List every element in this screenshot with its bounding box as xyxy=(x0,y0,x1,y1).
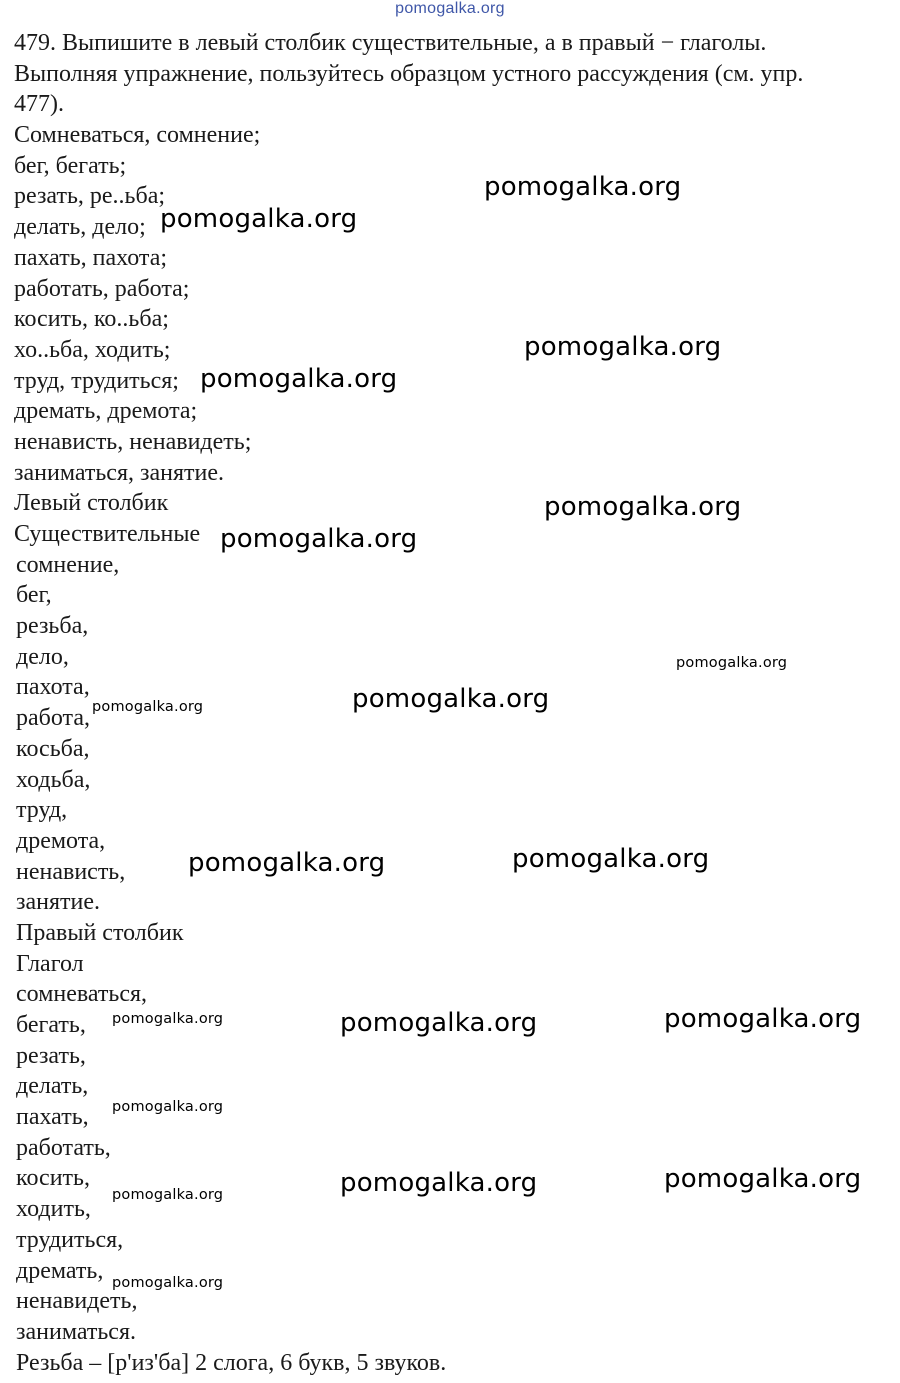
verb-item: ненавидеть, xyxy=(16,1288,138,1315)
watermark-text: pomogalka.org xyxy=(112,1011,224,1027)
word-pair: ненависть, ненавидеть; xyxy=(14,428,252,455)
watermark-text: pomogalka.org xyxy=(676,655,788,671)
word-pair: делать, дело; xyxy=(14,214,146,241)
noun-item: дремота, xyxy=(16,827,106,854)
watermark-text: pomogalka.org xyxy=(664,1004,862,1034)
word-pair: труд, трудиться; xyxy=(14,367,179,394)
watermark-text: pomogalka.org xyxy=(188,848,386,878)
watermark-text: pomogalka.org xyxy=(112,1187,224,1203)
verb-item: работать, xyxy=(16,1134,111,1161)
noun-item: бег, xyxy=(16,582,52,609)
phonetic-analysis: Резьба – [р'из'ба] 2 слога, 6 букв, 5 звуков. xyxy=(16,1349,447,1376)
noun-item: косьба, xyxy=(16,735,90,762)
watermark-text: pomogalka.org xyxy=(664,1164,862,1194)
verb-item: пахать, xyxy=(16,1104,89,1131)
word-pair: бег, бегать; xyxy=(14,152,127,179)
watermark-text: pomogalka.org xyxy=(92,699,204,715)
watermark-text: pomogalka.org xyxy=(352,684,550,714)
watermark-text: pomogalka.org xyxy=(544,492,742,522)
verb-item: сомневаться, xyxy=(16,981,148,1008)
noun-item: резьба, xyxy=(16,613,89,640)
watermark-text: pomogalka.org xyxy=(112,1099,224,1115)
verb-item: трудиться, xyxy=(16,1226,124,1253)
word-pair: дремать, дремота; xyxy=(14,398,198,425)
watermark-text: pomogalka.org xyxy=(220,524,418,554)
verb-item: делать, xyxy=(16,1073,89,1100)
word-pair: хо..ьба, ходить; xyxy=(14,336,171,363)
noun-item: пахота, xyxy=(16,674,90,701)
word-pair: резать, ре..ьба; xyxy=(14,183,166,210)
word-pair: Сомневаться, сомнение; xyxy=(14,122,261,149)
task-text-line-1: 479. Выпишите в левый столбик существительные, а в правый − глаголы. xyxy=(14,30,767,56)
word-pair: работать, работа; xyxy=(14,275,190,302)
noun-item: занятие. xyxy=(16,889,100,916)
right-column-subtitle: Глагол xyxy=(16,950,84,977)
watermark-text: pomogalka.org xyxy=(524,332,722,362)
left-column-title: Левый столбик xyxy=(14,490,169,517)
watermark-text: pomogalka.org xyxy=(484,172,682,202)
word-pair: пахать, пахота; xyxy=(14,244,168,271)
watermark-text: pomogalka.org xyxy=(512,844,710,874)
watermark-text: pomogalka.org xyxy=(112,1275,224,1291)
word-pair: заниматься, занятие. xyxy=(14,459,224,486)
noun-item: ходьба, xyxy=(16,766,91,793)
right-column-title: Правый столбик xyxy=(16,919,184,946)
noun-item: дело, xyxy=(16,643,69,670)
watermark-text: pomogalka.org xyxy=(200,364,398,394)
verb-item: бегать, xyxy=(16,1012,86,1038)
watermark-text: pomogalka.org xyxy=(340,1008,538,1038)
word-pair: косить, ко..ьба; xyxy=(14,306,169,333)
watermark-text: pomogalka.org xyxy=(340,1168,538,1198)
noun-item: работа, xyxy=(16,705,90,732)
noun-item: труд, xyxy=(16,797,68,824)
task-text-line-3: 477). xyxy=(14,91,64,118)
verb-item: ходить, xyxy=(16,1196,91,1223)
verb-item: косить, xyxy=(16,1165,90,1192)
verb-item: дремать, xyxy=(16,1257,104,1284)
noun-item: ненависть, xyxy=(16,858,126,885)
task-text-line-2: Выполняя упражнение, пользуйтесь образцом устного рассуждения (см. упр. xyxy=(14,60,804,87)
watermark-text: pomogalka.org xyxy=(160,204,358,234)
verb-item: заниматься. xyxy=(16,1318,136,1345)
noun-item: сомнение, xyxy=(16,551,120,578)
left-column-subtitle: Существительные xyxy=(14,521,201,547)
site-header-watermark: pomogalka.org xyxy=(395,0,505,17)
verb-item: резать, xyxy=(16,1042,86,1069)
